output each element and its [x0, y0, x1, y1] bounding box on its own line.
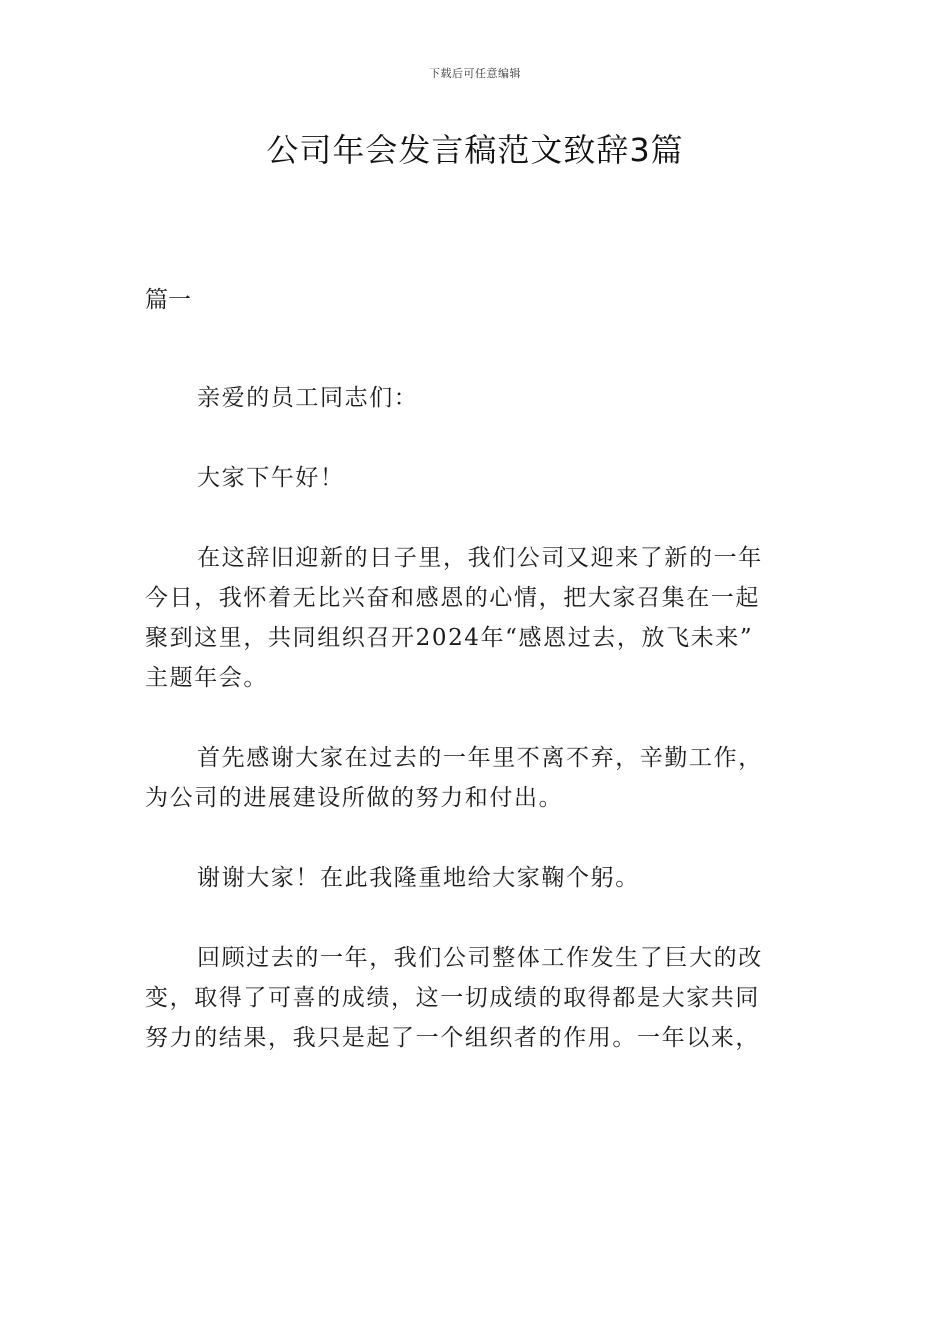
- paragraph-greeting: [145, 378, 807, 418]
- paragraph-line: 亲爱的员工同志们：: [197, 385, 419, 411]
- paragraph-line: 聚到这里，共同组织召开2024年“感恩过去，放飞未来”: [145, 625, 754, 651]
- paragraph-bow: [145, 858, 807, 898]
- paragraph-line: 大家下午好！: [197, 465, 345, 491]
- paragraph-salutation: [145, 458, 807, 498]
- paragraph-line: 为公司的进展建设所做的努力和付出。: [145, 785, 564, 811]
- paragraph-thanks: [145, 738, 807, 818]
- paragraph-intro: [145, 538, 807, 698]
- paragraph-review: [145, 938, 807, 1058]
- document-title: 公司年会发言稿范文致辞3篇: [266, 131, 684, 169]
- document-body: [145, 378, 807, 1098]
- paragraph-line: 努力的结果，我只是起了一个组织者的作用。一年以来，: [145, 1025, 760, 1051]
- paragraph-line: 首先感谢大家在过去的一年里不离不弃，辛勤工作，: [197, 745, 763, 771]
- paragraph-line: 回顾过去的一年，我们公司整体工作发生了巨大的改: [197, 945, 763, 971]
- paragraph-line: 在这辞旧迎新的日子里，我们公司又迎来了新的一年: [197, 545, 763, 571]
- paragraph-line: 今日，我怀着无比兴奋和感恩的心情，把大家召集在一起: [145, 585, 760, 611]
- paragraph-line: 谢谢大家！在此我隆重地给大家鞠个躬。: [197, 865, 640, 891]
- page-header-note: 下载后可任意编辑: [429, 67, 521, 80]
- paragraph-line: 主题年会。: [145, 665, 268, 691]
- paragraph-line: 变，取得了可喜的成绩，这一切成绩的取得都是大家共同: [145, 985, 760, 1011]
- section-label: 篇一: [145, 287, 191, 313]
